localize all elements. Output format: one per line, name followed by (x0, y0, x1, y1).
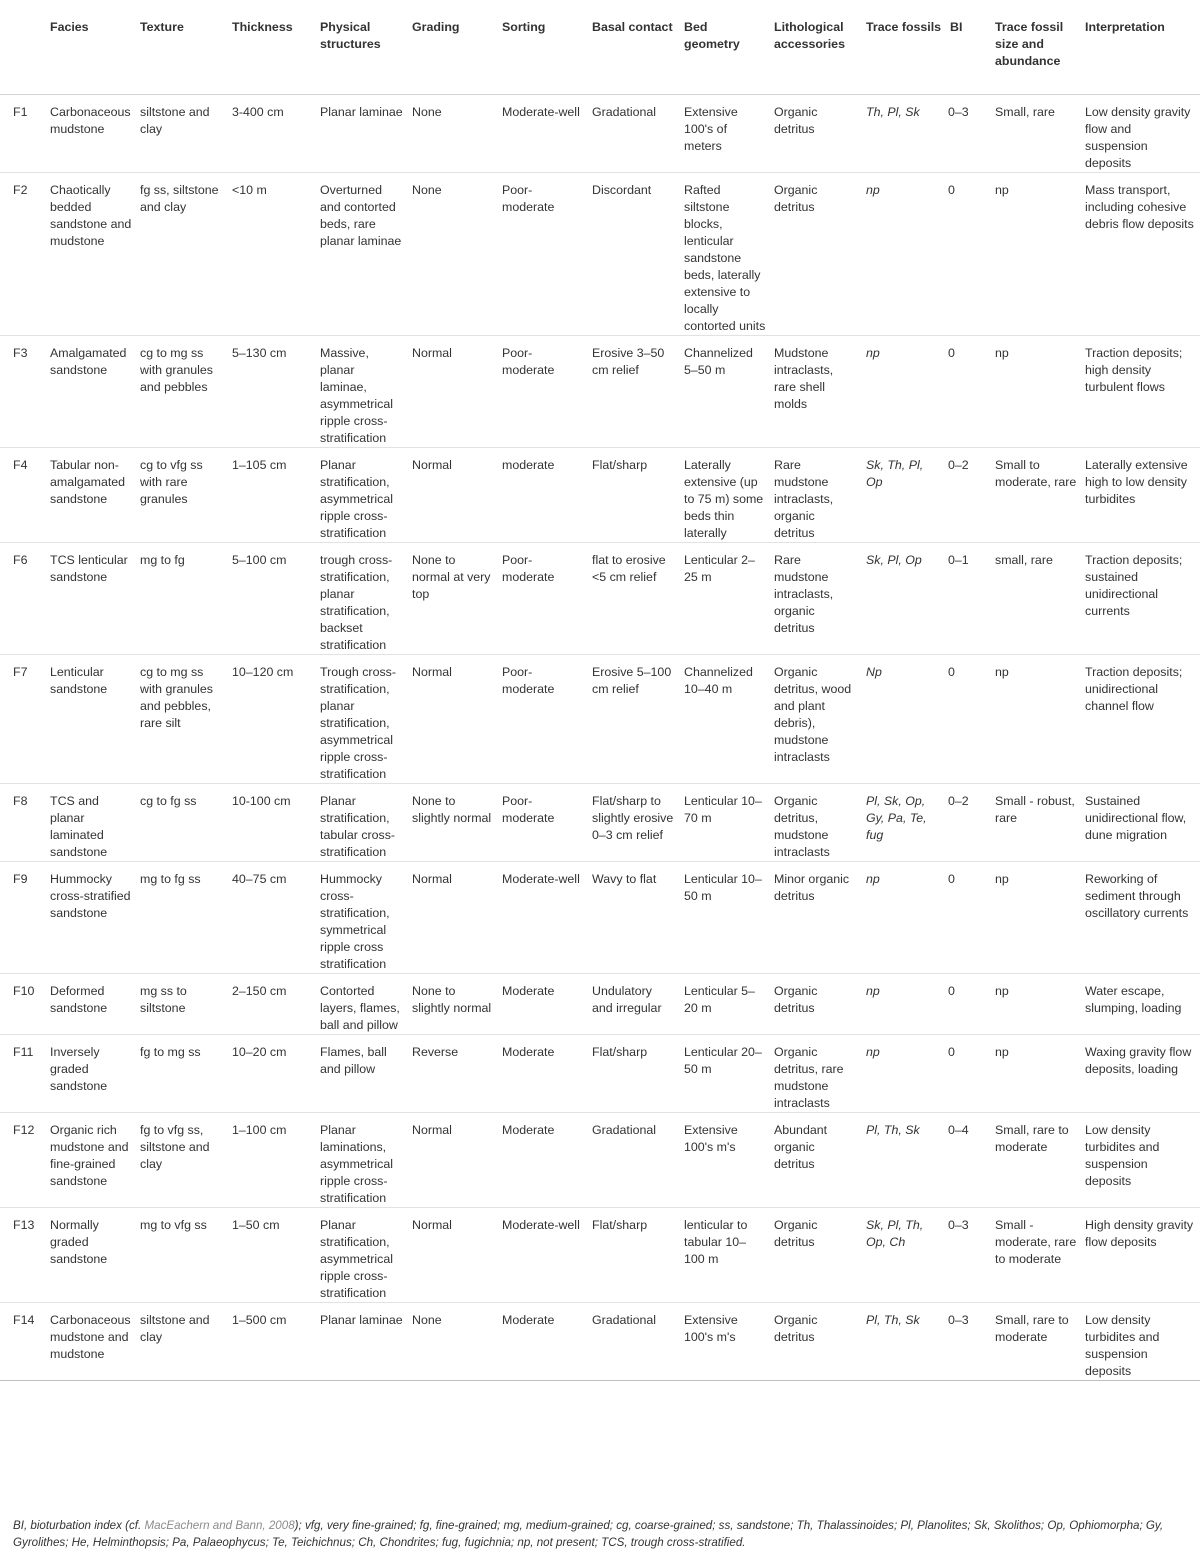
cell-sorting: Poor-moderate (498, 654, 588, 783)
cell-basal-contact: Wavy to flat (588, 861, 680, 973)
cell-trace-fossil-size: np (991, 172, 1081, 335)
cell-facies-code: F11 (0, 1034, 46, 1112)
cell-interpretation: Low density gravity flow and suspension deposits (1085, 104, 1191, 170)
cell-grading: None to slightly normal (408, 973, 498, 1034)
cell-physical-structures: trough cross-stratification, planar stratification, backset stratification (316, 542, 408, 654)
cell-thickness: 1–500 cm (228, 1302, 316, 1380)
cell-basal-contact: Flat/sharp to slightly erosive 0–3 cm relief (588, 783, 680, 861)
cell-grading: Normal (408, 335, 498, 447)
cell-trace-fossil-size: small, rare (991, 542, 1081, 654)
table-row (0, 335, 1200, 447)
cell-lithological-accessories: Organic detritus, wood and plant debris), mudstone intraclasts (770, 654, 862, 783)
cell-facies: Tabular non-amalgamated sandstone (46, 447, 136, 542)
cell-interpretation: Traction deposits; unidirectional channel flow (1081, 654, 1200, 783)
cell-bi: 0 (946, 1034, 991, 1112)
table-row (0, 447, 1200, 542)
column-header-interpretation: Interpretation (1081, 0, 1200, 94)
cell-trace-fossil-size: np (991, 1034, 1081, 1112)
table-row (0, 94, 1200, 172)
cell-facies-code: F4 (0, 447, 46, 542)
cell-bi: 0–3 (946, 1207, 991, 1302)
cell-bed-geometry: Lenticular 20–50 m (680, 1034, 770, 1112)
cell-grading: Reverse (408, 1034, 498, 1112)
cell-sorting: Poor-moderate (498, 172, 588, 335)
cell-physical-structures: Overturned and contorted beds, rare planar laminae (316, 172, 408, 335)
cell-lithological-accessories: Mudstone intraclasts, rare shell molds (770, 335, 862, 447)
table-row (0, 1302, 1200, 1380)
cell-physical-structures: Hummocky cross-stratification, symmetrical ripple cross stratification (316, 861, 408, 973)
cell-physical-structures: Planar laminations, asymmetrical ripple cross-stratification (316, 1112, 408, 1207)
cell-thickness: 1–50 cm (228, 1207, 316, 1302)
cell-trace-fossil-size: Small, rare to moderate (991, 1302, 1081, 1380)
cell-physical-structures: Planar laminae (316, 1302, 408, 1380)
cell-interpretation: Reworking of sediment through oscillatory currents (1081, 861, 1200, 973)
cell-trace-fossils: Pl, Th, Sk (862, 1112, 946, 1207)
cell-lithological-accessories: Rare mudstone intraclasts, organic detritus (770, 447, 862, 542)
cell-texture: mg ss to siltstone (136, 973, 228, 1034)
cell-facies-code: F6 (0, 542, 46, 654)
cell-interpretation: Waxing gravity flow deposits, loading (1081, 1034, 1200, 1112)
cell-bi: 0 (946, 654, 991, 783)
cell-sorting: Moderate (498, 973, 588, 1034)
cell-lithological-accessories: Organic detritus (770, 1207, 862, 1302)
cell-facies: TCS and planar laminated sandstone (46, 783, 136, 861)
cell-texture: mg to vfg ss (136, 1207, 228, 1302)
cell-trace-fossils: Pl, Sk, Op, Gy, Pa, Te, fug (862, 783, 946, 861)
cell-texture: siltstone and clay (136, 1302, 228, 1380)
cell-trace-fossils: Sk, Pl, Op (862, 542, 946, 654)
cell-basal-contact: Flat/sharp (588, 1034, 680, 1112)
column-header-grading: Grading (408, 0, 498, 94)
cell-bi: 0 (946, 172, 991, 335)
cell-lithological-accessories: Organic detritus (770, 973, 862, 1034)
cell-facies-code: F10 (0, 973, 46, 1034)
cell-bi: 0 (946, 861, 991, 973)
cell-texture: mg to fg (136, 542, 228, 654)
cell-trace-fossils: Sk, Pl, Th, Op, Ch (862, 1207, 946, 1302)
cell-facies: Hummocky cross-stratified sandstone (46, 861, 136, 973)
cell-grading: None (412, 104, 442, 119)
cell-basal-contact: Flat/sharp (588, 447, 680, 542)
cell-physical-structures: Contorted layers, flames, ball and pillow (316, 973, 408, 1034)
cell-physical-structures: Planar laminae (320, 104, 403, 119)
cell-facies: Carbonaceous mudstone and mudstone (46, 1302, 136, 1380)
table-body (0, 94, 1200, 1380)
cell-texture: cg to vfg ss with rare granules (136, 447, 228, 542)
cell-physical-structures: Trough cross-stratification, planar stratification, asymmetrical ripple cross-stratification (316, 654, 408, 783)
cell-facies-code: F14 (0, 1302, 46, 1380)
footnote-text-start: BI, bioturbation index (cf. (13, 1519, 145, 1532)
table-row (0, 1207, 1200, 1302)
cell-texture: siltstone and clay (140, 104, 210, 136)
cell-grading: Normal (408, 861, 498, 973)
cell-facies: Organic rich mudstone and fine-grained sandstone (46, 1112, 136, 1207)
cell-bi: 0–3 (948, 104, 969, 119)
cell-interpretation: Traction deposits; high density turbulent flows (1081, 335, 1200, 447)
cell-trace-fossils: np (862, 1034, 946, 1112)
cell-grading: Normal (408, 1207, 498, 1302)
column-header-bi: BI (946, 0, 991, 94)
footnote-text-end: ); vfg, very fine-grained; fg, fine-grained; mg, medium-grained; cg, coarse-grained; ss, sandstone; Th, Thalassinoides; Pl, Planolites; Sk, Skolithos; Op, Ophiomorpha; Gy, Gyrolithes; He, Helminthopsis; Pa, Palaeophycus; Te, Teichichnus; Ch, Chondrites; fug, fugichnia; np, not present; TCS, trough cross-stratified. (13, 1519, 1164, 1549)
cell-trace-fossil-size: np (991, 861, 1081, 973)
cell-sorting: Moderate-well (498, 861, 588, 973)
column-header-facies-code (0, 0, 46, 94)
cell-facies: Amalgamated sandstone (46, 335, 136, 447)
cell-grading: None (408, 172, 498, 335)
cell-bed-geometry: Extensive 100's m's (680, 1112, 770, 1207)
cell-trace-fossils: np (862, 172, 946, 335)
table-row (0, 1034, 1200, 1112)
cell-facies-code: F7 (0, 654, 46, 783)
cell-interpretation: Water escape, slumping, loading (1081, 973, 1200, 1034)
cell-facies-code: F2 (0, 172, 46, 335)
cell-bed-geometry: Laterally extensive (up to 75 m) some beds thin laterally (680, 447, 770, 542)
cell-bed-geometry: Extensive 100's m's (680, 1302, 770, 1380)
cell-trace-fossil-size: np (991, 973, 1081, 1034)
footnote-citation-link[interactable]: MacEachern and Bann, 2008 (144, 1519, 295, 1532)
cell-trace-fossil-size: np (991, 654, 1081, 783)
cell-facies: TCS lenticular sandstone (46, 542, 136, 654)
cell-basal-contact: flat to erosive <5 cm relief (588, 542, 680, 654)
cell-texture: fg to vfg ss, siltstone and clay (136, 1112, 228, 1207)
table-row (0, 654, 1200, 783)
cell-thickness: 10–20 cm (228, 1034, 316, 1112)
cell-trace-fossil-size: Small - moderate, rare to moderate (991, 1207, 1081, 1302)
cell-facies: Carbonaceous mudstone (50, 104, 131, 136)
cell-physical-structures: Massive, planar laminae, asymmetrical ripple cross-stratification (316, 335, 408, 447)
cell-lithological-accessories: Organic detritus (770, 172, 862, 335)
cell-bi: 0–3 (946, 1302, 991, 1380)
cell-sorting: Poor-moderate (498, 335, 588, 447)
cell-facies-code: F9 (0, 861, 46, 973)
cell-facies-code: F12 (0, 1112, 46, 1207)
cell-trace-fossil-size: np (991, 335, 1081, 447)
table-row (0, 783, 1200, 861)
cell-sorting: Moderate (498, 1112, 588, 1207)
cell-lithological-accessories: Organic detritus (774, 104, 818, 136)
cell-bi: 0–2 (946, 783, 991, 861)
cell-sorting: Poor-moderate (498, 783, 588, 861)
cell-facies-code: F13 (0, 1207, 46, 1302)
cell-lithological-accessories: Organic detritus, mudstone intraclasts (770, 783, 862, 861)
cell-sorting: Moderate (498, 1302, 588, 1380)
cell-sorting: Moderate-well (502, 104, 580, 119)
cell-basal-contact: Discordant (588, 172, 680, 335)
cell-bed-geometry: Channelized 10–40 m (680, 654, 770, 783)
cell-thickness: 3-400 cm (232, 104, 284, 119)
cell-interpretation: Traction deposits; sustained unidirectional currents (1081, 542, 1200, 654)
cell-basal-contact: Gradational (588, 1302, 680, 1380)
cell-trace-fossils: Np (862, 654, 946, 783)
cell-bed-geometry: Lenticular 10–70 m (680, 783, 770, 861)
cell-lithological-accessories: Organic detritus (770, 1302, 862, 1380)
cell-grading: None (408, 1302, 498, 1380)
cell-basal-contact: Erosive 5–100 cm relief (588, 654, 680, 783)
cell-trace-fossil-size: Small, rare to moderate (991, 1112, 1081, 1207)
cell-bed-geometry: Lenticular 2–25 m (680, 542, 770, 654)
table-row (0, 542, 1200, 654)
cell-thickness: 5–100 cm (228, 542, 316, 654)
cell-texture: cg to fg ss (136, 783, 228, 861)
cell-basal-contact: Undulatory and irregular (588, 973, 680, 1034)
cell-grading: Normal (408, 1112, 498, 1207)
cell-facies-code: F8 (0, 783, 46, 861)
table-row (0, 861, 1200, 973)
cell-bi: 0 (946, 973, 991, 1034)
column-header-bed-geometry: Bed geometry (680, 0, 770, 94)
cell-texture: cg to mg ss with granules and pebbles, rare silt (136, 654, 228, 783)
cell-bi: 0–1 (946, 542, 991, 654)
cell-interpretation: Laterally extensive high to low density turbidites (1081, 447, 1200, 542)
cell-physical-structures: Planar stratification, asymmetrical ripple cross-stratification (316, 1207, 408, 1302)
cell-trace-fossil-size: Small, rare (995, 104, 1055, 119)
cell-facies: Deformed sandstone (46, 973, 136, 1034)
column-header-basal-contact: Basal contact (588, 0, 680, 94)
cell-physical-structures: Flames, ball and pillow (316, 1034, 408, 1112)
cell-sorting: moderate (498, 447, 588, 542)
cell-interpretation: Low density turbidites and suspension deposits (1081, 1112, 1200, 1207)
column-header-lithological-accessories: Lithological accessories (770, 0, 862, 94)
cell-lithological-accessories: Minor organic detritus (770, 861, 862, 973)
column-header-sorting: Sorting (498, 0, 588, 94)
table-row (0, 172, 1200, 335)
cell-facies-code: F3 (0, 335, 46, 447)
cell-trace-fossils: np (862, 973, 946, 1034)
cell-trace-fossils: np (862, 861, 946, 973)
cell-lithological-accessories: Abundant organic detritus (770, 1112, 862, 1207)
table-row (0, 973, 1200, 1034)
cell-sorting: Moderate-well (498, 1207, 588, 1302)
column-header-facies: Facies (46, 0, 136, 94)
cell-grading: None to slightly normal (408, 783, 498, 861)
cell-thickness: 1–100 cm (228, 1112, 316, 1207)
cell-facies: Lenticular sandstone (46, 654, 136, 783)
cell-interpretation: Sustained unidirectional flow, dune migration (1081, 783, 1200, 861)
cell-interpretation: Low density turbidites and suspension deposits (1081, 1302, 1200, 1380)
cell-lithological-accessories: Organic detritus, rare mudstone intraclasts (770, 1034, 862, 1112)
cell-trace-fossils: np (862, 335, 946, 447)
cell-thickness: 40–75 cm (228, 861, 316, 973)
cell-grading: Normal (408, 447, 498, 542)
cell-bed-geometry: Extensive 100's of meters (684, 104, 738, 153)
table-row (0, 1112, 1200, 1207)
column-header-trace-fossils: Trace fossils (862, 0, 946, 94)
cell-bed-geometry: Rafted siltstone blocks, lenticular sandstone beds, laterally extensive to locally contorted units (680, 172, 770, 335)
cell-physical-structures: Planar stratification, asymmetrical ripple cross-stratification (316, 447, 408, 542)
cell-thickness: 5–130 cm (228, 335, 316, 447)
cell-facies: Chaotically bedded sandstone and mudstone (46, 172, 136, 335)
cell-thickness: 2–150 cm (228, 973, 316, 1034)
cell-texture: fg ss, siltstone and clay (136, 172, 228, 335)
cell-texture: mg to fg ss (136, 861, 228, 973)
cell-interpretation: Mass transport, including cohesive debris flow deposits (1081, 172, 1200, 335)
column-header-texture: Texture (136, 0, 228, 94)
column-header-trace-fossil-size: Trace fossil size and abundance (991, 0, 1081, 94)
cell-lithological-accessories: Rare mudstone intraclasts, organic detritus (770, 542, 862, 654)
cell-basal-contact: Flat/sharp (588, 1207, 680, 1302)
cell-grading: Normal (408, 654, 498, 783)
cell-bi: 0–4 (946, 1112, 991, 1207)
cell-facies: Inversely graded sandstone (46, 1034, 136, 1112)
cell-basal-contact: Gradational (592, 104, 657, 119)
cell-bi: 0 (946, 335, 991, 447)
cell-trace-fossils: Sk, Th, Pl, Op (862, 447, 946, 542)
cell-interpretation: High density gravity flow deposits (1081, 1207, 1200, 1302)
cell-basal-contact: Gradational (588, 1112, 680, 1207)
table-header-row (0, 0, 1200, 94)
cell-thickness: 10–120 cm (228, 654, 316, 783)
cell-trace-fossils: Th, Pl, Sk (866, 104, 920, 119)
cell-trace-fossil-size: Small - robust, rare (991, 783, 1081, 861)
cell-trace-fossils: Pl, Th, Sk (862, 1302, 946, 1380)
cell-texture: fg to mg ss (136, 1034, 228, 1112)
column-header-thickness: Thickness (228, 0, 316, 94)
cell-bed-geometry: Channelized 5–50 m (680, 335, 770, 447)
cell-physical-structures: Planar stratification, tabular cross-stratification (316, 783, 408, 861)
cell-sorting: Poor-moderate (498, 542, 588, 654)
cell-bi: 0–2 (946, 447, 991, 542)
cell-bed-geometry: Lenticular 10–50 m (680, 861, 770, 973)
cell-sorting: Moderate (498, 1034, 588, 1112)
column-header-physical-structures: Physical structures (316, 0, 408, 94)
cell-bed-geometry: Lenticular 5–20 m (680, 973, 770, 1034)
cell-thickness: 10-100 cm (228, 783, 316, 861)
cell-bed-geometry: lenticular to tabular 10–100 m (680, 1207, 770, 1302)
cell-texture: cg to mg ss with granules and pebbles (136, 335, 228, 447)
cell-grading: None to normal at very top (408, 542, 498, 654)
cell-thickness: <10 m (228, 172, 316, 335)
table-footnote (13, 1517, 1193, 1551)
cell-trace-fossil-size: Small to moderate, rare (991, 447, 1081, 542)
cell-facies: Normally graded sandstone (46, 1207, 136, 1302)
cell-facies-code: F1 (13, 104, 28, 119)
cell-basal-contact: Erosive 3–50 cm relief (588, 335, 680, 447)
cell-thickness: 1–105 cm (228, 447, 316, 542)
